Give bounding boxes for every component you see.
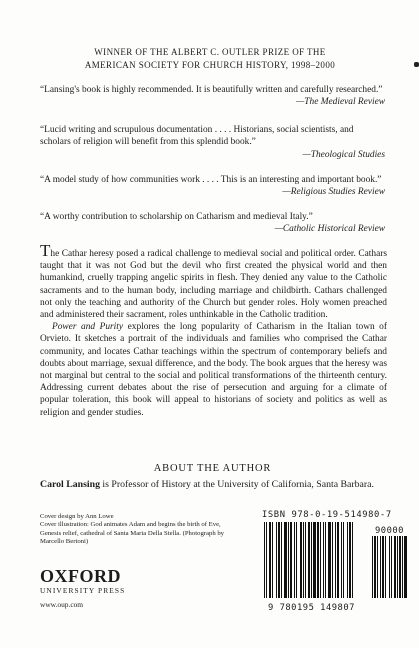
barcode-bar <box>391 536 392 598</box>
barcode-bar <box>264 522 265 598</box>
award-banner <box>40 46 380 72</box>
quote-source: —Theological Studies <box>302 149 385 160</box>
barcode-bar <box>377 536 378 598</box>
quote-text: “Lansing's book is highly recommended. It is beautifully written and carefully researched.” <box>40 85 383 95</box>
barcode-bar <box>303 522 304 598</box>
barcode-bar <box>343 522 344 598</box>
barcode-bar <box>284 522 287 598</box>
barcode-bar <box>402 536 403 598</box>
barcode-bar <box>313 522 316 598</box>
author-bio-text: is Professor of History at the University of California, Santa Barbara. <box>99 479 374 490</box>
barcode-bar <box>269 522 271 598</box>
barcode-bar <box>380 536 381 598</box>
barcode-bar <box>337 522 339 598</box>
barcode-bar <box>347 522 348 598</box>
cover-illustration-credit: Cover illustration: God animates Adam and begins the birth of Eve, Genesis relief, cathedral of Santa Maria Della Stella. (Photograph by Marcello Bertoni) <box>40 521 225 546</box>
publisher-url: www.oup.com <box>40 600 84 609</box>
review-quote <box>40 174 385 199</box>
book-description <box>40 241 387 419</box>
barcode-bar <box>328 522 331 598</box>
quote-text: “A model study of how communities work . . . . This is an interesting and important book.” <box>40 175 382 185</box>
paragraph-text: explores the long popularity of Catharism in the Italian town of Orvieto. It sketches a portrait of the individuals and families who comprised the Cathar community, and locates Cathar teachings within the spectrum of contemporary beliefs and doubts about marriage, sexual difference, and the body. The book argues that the heresy was not marginal but central to the social and political transformations of the thirteenth century. Addressing current debates about the rise of persecution and arguing for a climate of popular toleration, this book will appeal to historians of society and politics as well as religion and gender studies. <box>40 322 387 418</box>
barcode-bar <box>372 536 373 598</box>
barcode-bar <box>317 522 319 598</box>
barcode-bar <box>281 522 282 598</box>
barcode-bar <box>288 522 289 598</box>
paragraph-text: he Cathar heresy posed a radical challenge to medieval social and political order. Cathars taught that it was not God but the devil who first created the physical world and then humankind, cruelly trapping angelic spirits in flesh. They denied any value to the Catholic sacraments and to the human body, including marriage and childbirth. Cathars challenged not only the teaching and authority of the Church but gender roles. Holy women preached and administered their sacrament, roles unthinkable in the Catholic tradition. <box>40 249 387 321</box>
barcode-bar <box>308 522 310 598</box>
barcode-bar <box>397 536 398 598</box>
barcode-bar <box>323 522 324 598</box>
book-title: Power and Purity <box>52 322 124 333</box>
cover-design-credit: Cover design by Ann Lowe <box>40 513 114 520</box>
publisher-subtitle: UNIVERSITY PRESS <box>40 586 126 595</box>
quote-text: “A worthy contribution to scholarship on Catharism and medieval Italy.” <box>40 212 313 222</box>
barcode-bar <box>300 522 302 598</box>
publisher-logo: OXFORD <box>40 566 121 586</box>
author-name: Carol Lansing <box>40 479 100 490</box>
award-line-2: AMERICAN SOCIETY FOR CHURCH HISTORY, 1998–2000 <box>84 60 336 70</box>
review-quote <box>40 124 385 161</box>
barcode-bar <box>311 522 312 598</box>
barcode-bar <box>352 522 353 598</box>
barcode-bar <box>349 522 351 598</box>
drop-cap: T <box>40 241 51 260</box>
description-paragraph-2 <box>40 321 387 419</box>
review-quote <box>40 211 385 236</box>
barcode-bar <box>335 522 336 598</box>
barcode-bar <box>341 522 342 598</box>
barcode-bar <box>404 536 407 598</box>
barcode-bar <box>389 536 390 598</box>
edge-mark <box>414 62 419 67</box>
barcode-bar <box>272 522 273 598</box>
barcode-bar <box>296 522 297 598</box>
isbn-label: ISBN 978-0-19-514980-7 <box>262 510 392 520</box>
barcode-bar <box>332 522 333 598</box>
about-heading: ABOUT THE AUTHOR <box>153 463 272 474</box>
quote-source: —Catholic Historical Review <box>274 224 385 235</box>
addon-number: 90000 <box>375 526 404 536</box>
barcode-bar <box>394 536 396 598</box>
barcode-bar <box>305 522 306 598</box>
description-paragraph-1 <box>40 241 387 321</box>
barcode-bar <box>276 522 277 598</box>
barcode-bar <box>290 522 292 598</box>
quote-text: “Lucid writing and scrupulous documentation . . . . Historians, social scientists, and scholars of religion will benefit from this splendid book.” <box>40 125 354 148</box>
barcode-bar <box>278 522 280 598</box>
barcode-bar <box>320 522 321 598</box>
review-quote <box>40 84 385 109</box>
quote-source: —Religious Studies Review <box>282 187 385 198</box>
barcode-bar <box>385 536 386 598</box>
quote-source: —The Medieval Review <box>295 97 385 108</box>
award-line-1: WINNER OF THE ALBERT C. OUTLER PRIZE OF THE <box>94 47 326 57</box>
author-bio <box>40 479 390 492</box>
barcode-bar <box>325 522 326 598</box>
barcode-bar <box>294 522 295 598</box>
barcode-bar <box>374 536 376 598</box>
barcode-digits: 9 780195 149807 <box>268 603 355 613</box>
barcode-bar <box>382 536 384 598</box>
barcode-bar <box>266 522 267 598</box>
cover-credits <box>40 513 226 547</box>
barcode-bar <box>399 536 401 598</box>
ean-barcode <box>262 522 368 610</box>
